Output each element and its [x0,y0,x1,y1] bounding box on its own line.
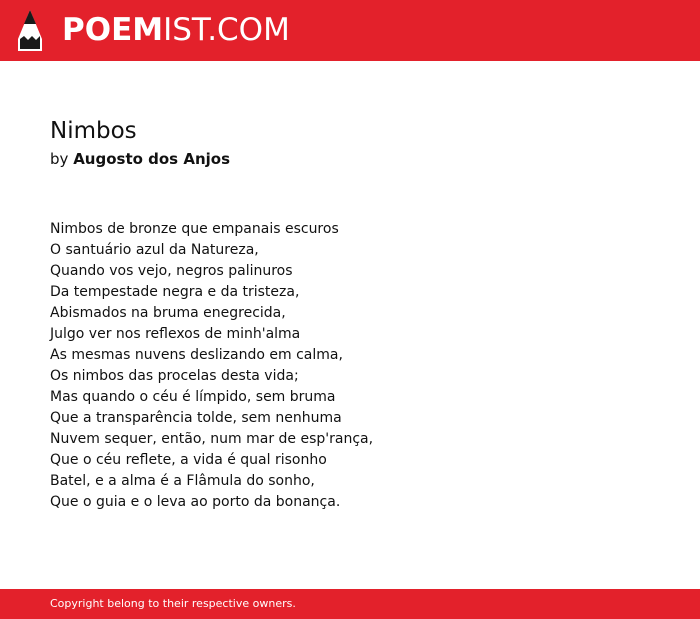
poem-line: Nimbos de bronze que empanais escuros [50,221,339,237]
poem-line: Nuvem sequer, então, num mar de esp'rança, [50,431,374,447]
poem-line: As mesmas nuvens deslizando em calma, [50,347,343,363]
copyright-text: Copyright belong to their respective owners. [50,597,296,610]
poem-line: Que o céu reflete, a vida é qual risonho [50,452,327,468]
poem-line: Que a transparência tolde, sem nenhuma [50,410,342,426]
poem-byline [50,148,230,170]
poem-body [50,219,373,513]
poem-line: O santuário azul da Natureza, [50,242,259,258]
poem-line: Mas quando o céu é límpido, sem bruma [50,389,336,405]
pencil-icon[interactable] [17,9,43,52]
poem-author: Augosto dos Anjos [73,150,230,168]
logo-bold-text: POEM [62,12,164,48]
site-logo[interactable] [62,12,290,48]
by-label: by [50,150,69,168]
site-header [0,0,700,61]
poem-line: Da tempestade negra e da tristeza, [50,284,300,300]
poem-line: Julgo ver nos reflexos de minh'alma [50,326,301,342]
poem-line: Os nimbos das procelas desta vida; [50,368,299,384]
poem-line: Batel, e a alma é a Flâmula do sonho, [50,473,315,489]
logo-light-text: IST.COM [163,12,290,48]
poem-line: Que o guia e o leva ao porto da bonança. [50,494,341,510]
poem-line: Abismados na bruma enegrecida, [50,305,286,321]
site-footer [0,589,700,619]
poem-line: Quando vos vejo, negros palinuros [50,263,293,279]
poem-title: Nimbos [50,118,137,144]
